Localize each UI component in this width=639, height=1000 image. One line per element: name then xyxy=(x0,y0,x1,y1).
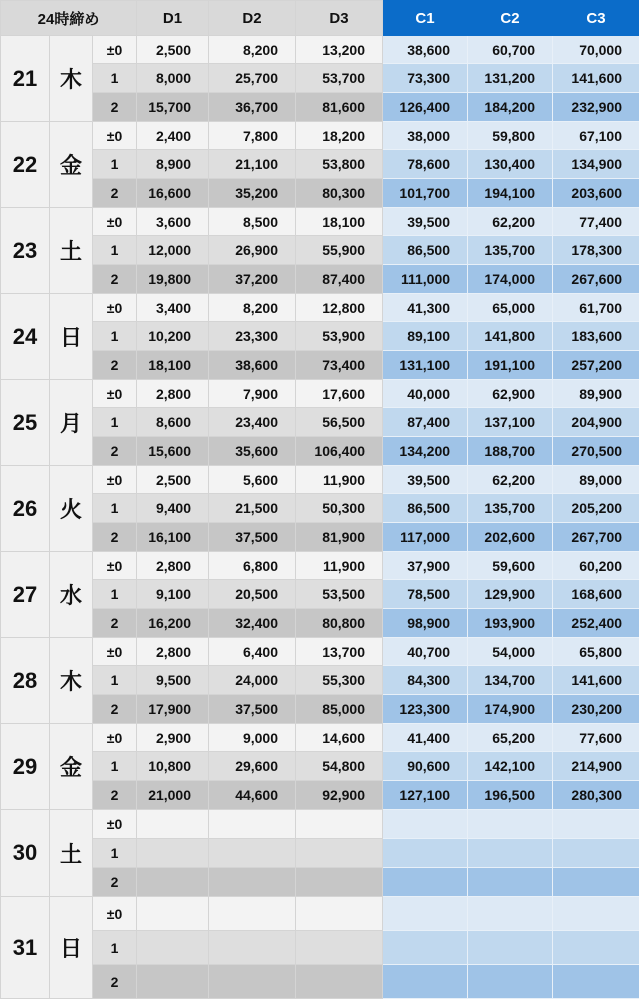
cell-d2: 6,800 xyxy=(209,552,296,580)
table-row xyxy=(1,695,639,724)
cell-d3 xyxy=(296,897,383,931)
cell-c1: 111,000 xyxy=(383,265,468,294)
cell-c1: 38,000 xyxy=(383,122,468,150)
cell-d3: 55,900 xyxy=(296,236,383,265)
cell-d3 xyxy=(296,868,383,897)
table-body xyxy=(1,36,639,999)
cell-c1: 98,900 xyxy=(383,609,468,638)
table-row xyxy=(1,466,639,494)
row-offset: 2 xyxy=(93,523,137,552)
row-offset: ±0 xyxy=(93,810,137,839)
cell-c3: 270,500 xyxy=(553,437,639,466)
row-offset: 2 xyxy=(93,965,137,999)
column-header-d3: D3 xyxy=(296,1,383,36)
cell-d1 xyxy=(137,868,209,897)
column-header-c2: C2 xyxy=(468,1,553,36)
cell-c1: 134,200 xyxy=(383,437,468,466)
cell-d2 xyxy=(209,931,296,965)
cell-d2: 29,600 xyxy=(209,752,296,781)
day-number: 25 xyxy=(1,380,50,466)
cell-d3: 11,900 xyxy=(296,552,383,580)
row-offset: 1 xyxy=(93,752,137,781)
row-offset: 2 xyxy=(93,265,137,294)
cell-d1: 3,600 xyxy=(137,208,209,236)
cell-c1 xyxy=(383,868,468,897)
cell-c1 xyxy=(383,839,468,868)
cell-c1: 86,500 xyxy=(383,494,468,523)
table-row xyxy=(1,897,639,931)
cell-c1: 90,600 xyxy=(383,752,468,781)
cell-d2: 21,100 xyxy=(209,150,296,179)
day-number: 28 xyxy=(1,638,50,724)
cell-c3: 168,600 xyxy=(553,580,639,609)
cell-c2: 59,800 xyxy=(468,122,553,150)
table-row xyxy=(1,552,639,580)
cell-d2: 8,500 xyxy=(209,208,296,236)
cell-c2: 54,000 xyxy=(468,638,553,666)
cell-d2: 44,600 xyxy=(209,781,296,810)
cell-d1: 3,400 xyxy=(137,294,209,322)
cell-c2: 196,500 xyxy=(468,781,553,810)
cell-d2: 25,700 xyxy=(209,64,296,93)
cell-c2: 142,100 xyxy=(468,752,553,781)
cell-d3: 87,400 xyxy=(296,265,383,294)
cell-c1 xyxy=(383,897,468,931)
day-number: 22 xyxy=(1,122,50,208)
day-number: 24 xyxy=(1,294,50,380)
table-row xyxy=(1,752,639,781)
cell-c2: 141,800 xyxy=(468,322,553,351)
cell-d1: 2,500 xyxy=(137,466,209,494)
cell-d1: 8,900 xyxy=(137,150,209,179)
column-header-c1: C1 xyxy=(383,1,468,36)
cell-c3: 280,300 xyxy=(553,781,639,810)
row-offset: 2 xyxy=(93,609,137,638)
cell-d3: 13,700 xyxy=(296,638,383,666)
cell-c2: 129,900 xyxy=(468,580,553,609)
cell-d2: 32,400 xyxy=(209,609,296,638)
cell-d1 xyxy=(137,931,209,965)
cell-d1: 8,600 xyxy=(137,408,209,437)
row-offset: 1 xyxy=(93,839,137,868)
cell-c2 xyxy=(468,868,553,897)
row-offset: 2 xyxy=(93,351,137,380)
cell-d3: 80,800 xyxy=(296,609,383,638)
cell-d3: 81,900 xyxy=(296,523,383,552)
cell-d3: 14,600 xyxy=(296,724,383,752)
cell-d1: 19,800 xyxy=(137,265,209,294)
cell-d3: 56,500 xyxy=(296,408,383,437)
cell-d1: 21,000 xyxy=(137,781,209,810)
cell-c2: 135,700 xyxy=(468,236,553,265)
cell-d3: 54,800 xyxy=(296,752,383,781)
cell-d1: 16,100 xyxy=(137,523,209,552)
day-of-week: 土 xyxy=(50,810,93,897)
cell-d2 xyxy=(209,810,296,839)
cell-d3: 80,300 xyxy=(296,179,383,208)
row-offset: 2 xyxy=(93,781,137,810)
cell-d1: 2,400 xyxy=(137,122,209,150)
cell-d2: 35,600 xyxy=(209,437,296,466)
row-offset: 2 xyxy=(93,868,137,897)
cell-c1: 40,000 xyxy=(383,380,468,408)
row-offset: ±0 xyxy=(93,380,137,408)
cell-d2: 20,500 xyxy=(209,580,296,609)
table-row xyxy=(1,868,639,897)
cell-d2: 36,700 xyxy=(209,93,296,122)
cell-c1: 78,500 xyxy=(383,580,468,609)
cell-d3: 92,900 xyxy=(296,781,383,810)
cell-c1: 84,300 xyxy=(383,666,468,695)
cell-c3: 252,400 xyxy=(553,609,639,638)
cell-c3: 183,600 xyxy=(553,322,639,351)
row-offset: 1 xyxy=(93,64,137,93)
cell-c3: 267,600 xyxy=(553,265,639,294)
day-number: 30 xyxy=(1,810,50,897)
day-of-week: 日 xyxy=(50,897,93,999)
table-title: 24時締め xyxy=(1,1,137,36)
cell-c3: 178,300 xyxy=(553,236,639,265)
cell-d2 xyxy=(209,839,296,868)
cell-d2 xyxy=(209,897,296,931)
day-of-week: 月 xyxy=(50,380,93,466)
cell-d3 xyxy=(296,931,383,965)
table-row xyxy=(1,965,639,999)
cell-d2: 8,200 xyxy=(209,36,296,64)
cell-c1: 38,600 xyxy=(383,36,468,64)
cell-c2 xyxy=(468,839,553,868)
cell-d1: 2,500 xyxy=(137,36,209,64)
table-row xyxy=(1,408,639,437)
cell-c3: 203,600 xyxy=(553,179,639,208)
cell-c1: 41,400 xyxy=(383,724,468,752)
cell-d3: 53,500 xyxy=(296,580,383,609)
row-offset: ±0 xyxy=(93,36,137,64)
header-row xyxy=(1,1,639,36)
cell-d2: 26,900 xyxy=(209,236,296,265)
cell-c3 xyxy=(553,810,639,839)
cell-d1: 9,400 xyxy=(137,494,209,523)
day-of-week: 木 xyxy=(50,36,93,122)
table-row xyxy=(1,36,639,64)
row-offset: 1 xyxy=(93,322,137,351)
cell-d3: 13,200 xyxy=(296,36,383,64)
cell-d3: 18,100 xyxy=(296,208,383,236)
table-row xyxy=(1,609,639,638)
row-offset: ±0 xyxy=(93,897,137,931)
cell-d1: 17,900 xyxy=(137,695,209,724)
cell-d2: 23,400 xyxy=(209,408,296,437)
cell-d2: 7,900 xyxy=(209,380,296,408)
cell-d1: 16,600 xyxy=(137,179,209,208)
cell-c2: 62,200 xyxy=(468,208,553,236)
cell-d1: 18,100 xyxy=(137,351,209,380)
table-row xyxy=(1,265,639,294)
cell-c2 xyxy=(468,931,553,965)
cell-c3: 77,400 xyxy=(553,208,639,236)
table-row xyxy=(1,839,639,868)
cell-c3: 67,100 xyxy=(553,122,639,150)
cell-c3: 230,200 xyxy=(553,695,639,724)
cell-d2: 23,300 xyxy=(209,322,296,351)
cell-c2: 135,700 xyxy=(468,494,553,523)
cell-c1: 39,500 xyxy=(383,466,468,494)
row-offset: 1 xyxy=(93,580,137,609)
cell-c3 xyxy=(553,931,639,965)
cell-c3 xyxy=(553,965,639,999)
row-offset: ±0 xyxy=(93,122,137,150)
cell-d1 xyxy=(137,810,209,839)
cell-c2: 184,200 xyxy=(468,93,553,122)
table-row xyxy=(1,523,639,552)
cell-d2: 5,600 xyxy=(209,466,296,494)
cell-c3: 141,600 xyxy=(553,666,639,695)
cell-c1: 86,500 xyxy=(383,236,468,265)
cell-d1 xyxy=(137,897,209,931)
table-row xyxy=(1,208,639,236)
day-of-week: 水 xyxy=(50,552,93,638)
cell-d3: 53,900 xyxy=(296,322,383,351)
cell-c2: 59,600 xyxy=(468,552,553,580)
table-row xyxy=(1,380,639,408)
cell-d1: 15,600 xyxy=(137,437,209,466)
cell-d1: 9,100 xyxy=(137,580,209,609)
cell-c3: 77,600 xyxy=(553,724,639,752)
cell-d1: 9,500 xyxy=(137,666,209,695)
cell-d3: 12,800 xyxy=(296,294,383,322)
cell-d2: 8,200 xyxy=(209,294,296,322)
cell-d1: 8,000 xyxy=(137,64,209,93)
cell-c3 xyxy=(553,839,639,868)
day-of-week: 土 xyxy=(50,208,93,294)
cell-c1: 126,400 xyxy=(383,93,468,122)
cell-c2: 60,700 xyxy=(468,36,553,64)
day-of-week: 木 xyxy=(50,638,93,724)
cell-c1: 73,300 xyxy=(383,64,468,93)
cell-d2 xyxy=(209,965,296,999)
cell-d3: 85,000 xyxy=(296,695,383,724)
cell-c2: 62,200 xyxy=(468,466,553,494)
row-offset: ±0 xyxy=(93,294,137,322)
table-row xyxy=(1,351,639,380)
cell-c3: 141,600 xyxy=(553,64,639,93)
cell-d2: 37,500 xyxy=(209,523,296,552)
cell-d1: 10,200 xyxy=(137,322,209,351)
cell-c2: 174,900 xyxy=(468,695,553,724)
row-offset: 1 xyxy=(93,494,137,523)
table-row xyxy=(1,724,639,752)
cell-d3: 55,300 xyxy=(296,666,383,695)
cell-c3: 205,200 xyxy=(553,494,639,523)
row-offset: 1 xyxy=(93,408,137,437)
cell-d2: 37,200 xyxy=(209,265,296,294)
cell-c1 xyxy=(383,965,468,999)
day-number: 26 xyxy=(1,466,50,552)
cell-c1 xyxy=(383,931,468,965)
cell-c3 xyxy=(553,897,639,931)
cell-c1: 37,900 xyxy=(383,552,468,580)
row-offset: 1 xyxy=(93,150,137,179)
cell-d3: 53,800 xyxy=(296,150,383,179)
column-header-d2: D2 xyxy=(209,1,296,36)
cell-c3: 257,200 xyxy=(553,351,639,380)
row-offset: 1 xyxy=(93,236,137,265)
cell-c1: 78,600 xyxy=(383,150,468,179)
cell-c2: 137,100 xyxy=(468,408,553,437)
cell-c1: 131,100 xyxy=(383,351,468,380)
column-header-c3: C3 xyxy=(553,1,639,36)
cell-d1: 10,800 xyxy=(137,752,209,781)
cell-d3: 11,900 xyxy=(296,466,383,494)
cell-d1: 2,800 xyxy=(137,552,209,580)
table-row xyxy=(1,236,639,265)
cell-c1: 39,500 xyxy=(383,208,468,236)
table-row xyxy=(1,781,639,810)
cell-c2 xyxy=(468,965,553,999)
cell-c1 xyxy=(383,810,468,839)
row-offset: ±0 xyxy=(93,466,137,494)
cell-c1: 127,100 xyxy=(383,781,468,810)
cell-c2: 193,900 xyxy=(468,609,553,638)
cell-c3: 61,700 xyxy=(553,294,639,322)
cell-c2: 191,100 xyxy=(468,351,553,380)
cell-d2: 9,000 xyxy=(209,724,296,752)
cell-c2: 188,700 xyxy=(468,437,553,466)
cell-c2: 131,200 xyxy=(468,64,553,93)
day-of-week: 金 xyxy=(50,724,93,810)
cell-d3: 50,300 xyxy=(296,494,383,523)
row-offset: ±0 xyxy=(93,208,137,236)
cell-c3: 60,200 xyxy=(553,552,639,580)
cell-c2: 65,000 xyxy=(468,294,553,322)
table-row xyxy=(1,810,639,839)
cell-d3: 73,400 xyxy=(296,351,383,380)
row-offset: 2 xyxy=(93,695,137,724)
day-of-week: 金 xyxy=(50,122,93,208)
row-offset: 2 xyxy=(93,93,137,122)
cell-d2: 21,500 xyxy=(209,494,296,523)
cell-c3: 214,900 xyxy=(553,752,639,781)
cell-d2: 24,000 xyxy=(209,666,296,695)
cell-d3: 81,600 xyxy=(296,93,383,122)
table-row xyxy=(1,64,639,93)
row-offset: 2 xyxy=(93,179,137,208)
cell-c2: 202,600 xyxy=(468,523,553,552)
cell-c2: 65,200 xyxy=(468,724,553,752)
cell-d2: 38,600 xyxy=(209,351,296,380)
cell-d3 xyxy=(296,965,383,999)
table-row xyxy=(1,931,639,965)
row-offset: ±0 xyxy=(93,724,137,752)
cell-c3: 267,700 xyxy=(553,523,639,552)
cell-d2: 7,800 xyxy=(209,122,296,150)
cell-c1: 101,700 xyxy=(383,179,468,208)
table-row xyxy=(1,93,639,122)
table-row xyxy=(1,437,639,466)
cell-c2: 174,000 xyxy=(468,265,553,294)
day-number: 21 xyxy=(1,36,50,122)
cell-c2: 134,700 xyxy=(468,666,553,695)
table-row xyxy=(1,122,639,150)
row-offset: ±0 xyxy=(93,552,137,580)
cell-c3: 89,900 xyxy=(553,380,639,408)
cell-d3: 106,400 xyxy=(296,437,383,466)
cell-c2: 130,400 xyxy=(468,150,553,179)
day-number: 31 xyxy=(1,897,50,999)
cell-d3: 53,700 xyxy=(296,64,383,93)
cell-d1 xyxy=(137,839,209,868)
table-row xyxy=(1,294,639,322)
table-row xyxy=(1,666,639,695)
cell-c3: 89,000 xyxy=(553,466,639,494)
cell-d3: 18,200 xyxy=(296,122,383,150)
day-of-week: 日 xyxy=(50,294,93,380)
cell-c2: 194,100 xyxy=(468,179,553,208)
cell-d2: 6,400 xyxy=(209,638,296,666)
table-row xyxy=(1,638,639,666)
cell-d2: 37,500 xyxy=(209,695,296,724)
table-row xyxy=(1,150,639,179)
cell-c1: 40,700 xyxy=(383,638,468,666)
table-row xyxy=(1,494,639,523)
table-row xyxy=(1,179,639,208)
day-of-week: 火 xyxy=(50,466,93,552)
cell-d1: 16,200 xyxy=(137,609,209,638)
cell-c3: 65,800 xyxy=(553,638,639,666)
column-header-d1: D1 xyxy=(137,1,209,36)
cell-d2 xyxy=(209,868,296,897)
cell-d1: 15,700 xyxy=(137,93,209,122)
cell-c1: 41,300 xyxy=(383,294,468,322)
row-offset: 2 xyxy=(93,437,137,466)
cell-d1: 2,900 xyxy=(137,724,209,752)
row-offset: 1 xyxy=(93,666,137,695)
cell-d3: 17,600 xyxy=(296,380,383,408)
cell-c2 xyxy=(468,810,553,839)
cell-d1: 2,800 xyxy=(137,638,209,666)
cell-c2: 62,900 xyxy=(468,380,553,408)
cell-c1: 89,100 xyxy=(383,322,468,351)
day-number: 29 xyxy=(1,724,50,810)
row-offset: ±0 xyxy=(93,638,137,666)
cell-c3: 134,900 xyxy=(553,150,639,179)
cell-c1: 123,300 xyxy=(383,695,468,724)
cell-d3 xyxy=(296,810,383,839)
table-row xyxy=(1,580,639,609)
cell-c3 xyxy=(553,868,639,897)
cell-c3: 70,000 xyxy=(553,36,639,64)
cell-d1: 12,000 xyxy=(137,236,209,265)
cell-d1: 2,800 xyxy=(137,380,209,408)
cell-c3: 232,900 xyxy=(553,93,639,122)
cell-c3: 204,900 xyxy=(553,408,639,437)
day-number: 23 xyxy=(1,208,50,294)
cell-c1: 117,000 xyxy=(383,523,468,552)
row-offset: 1 xyxy=(93,931,137,965)
cell-c1: 87,400 xyxy=(383,408,468,437)
cell-d3 xyxy=(296,839,383,868)
table-row xyxy=(1,322,639,351)
cell-d1 xyxy=(137,965,209,999)
cell-d2: 35,200 xyxy=(209,179,296,208)
day-number: 27 xyxy=(1,552,50,638)
cell-c2 xyxy=(468,897,553,931)
